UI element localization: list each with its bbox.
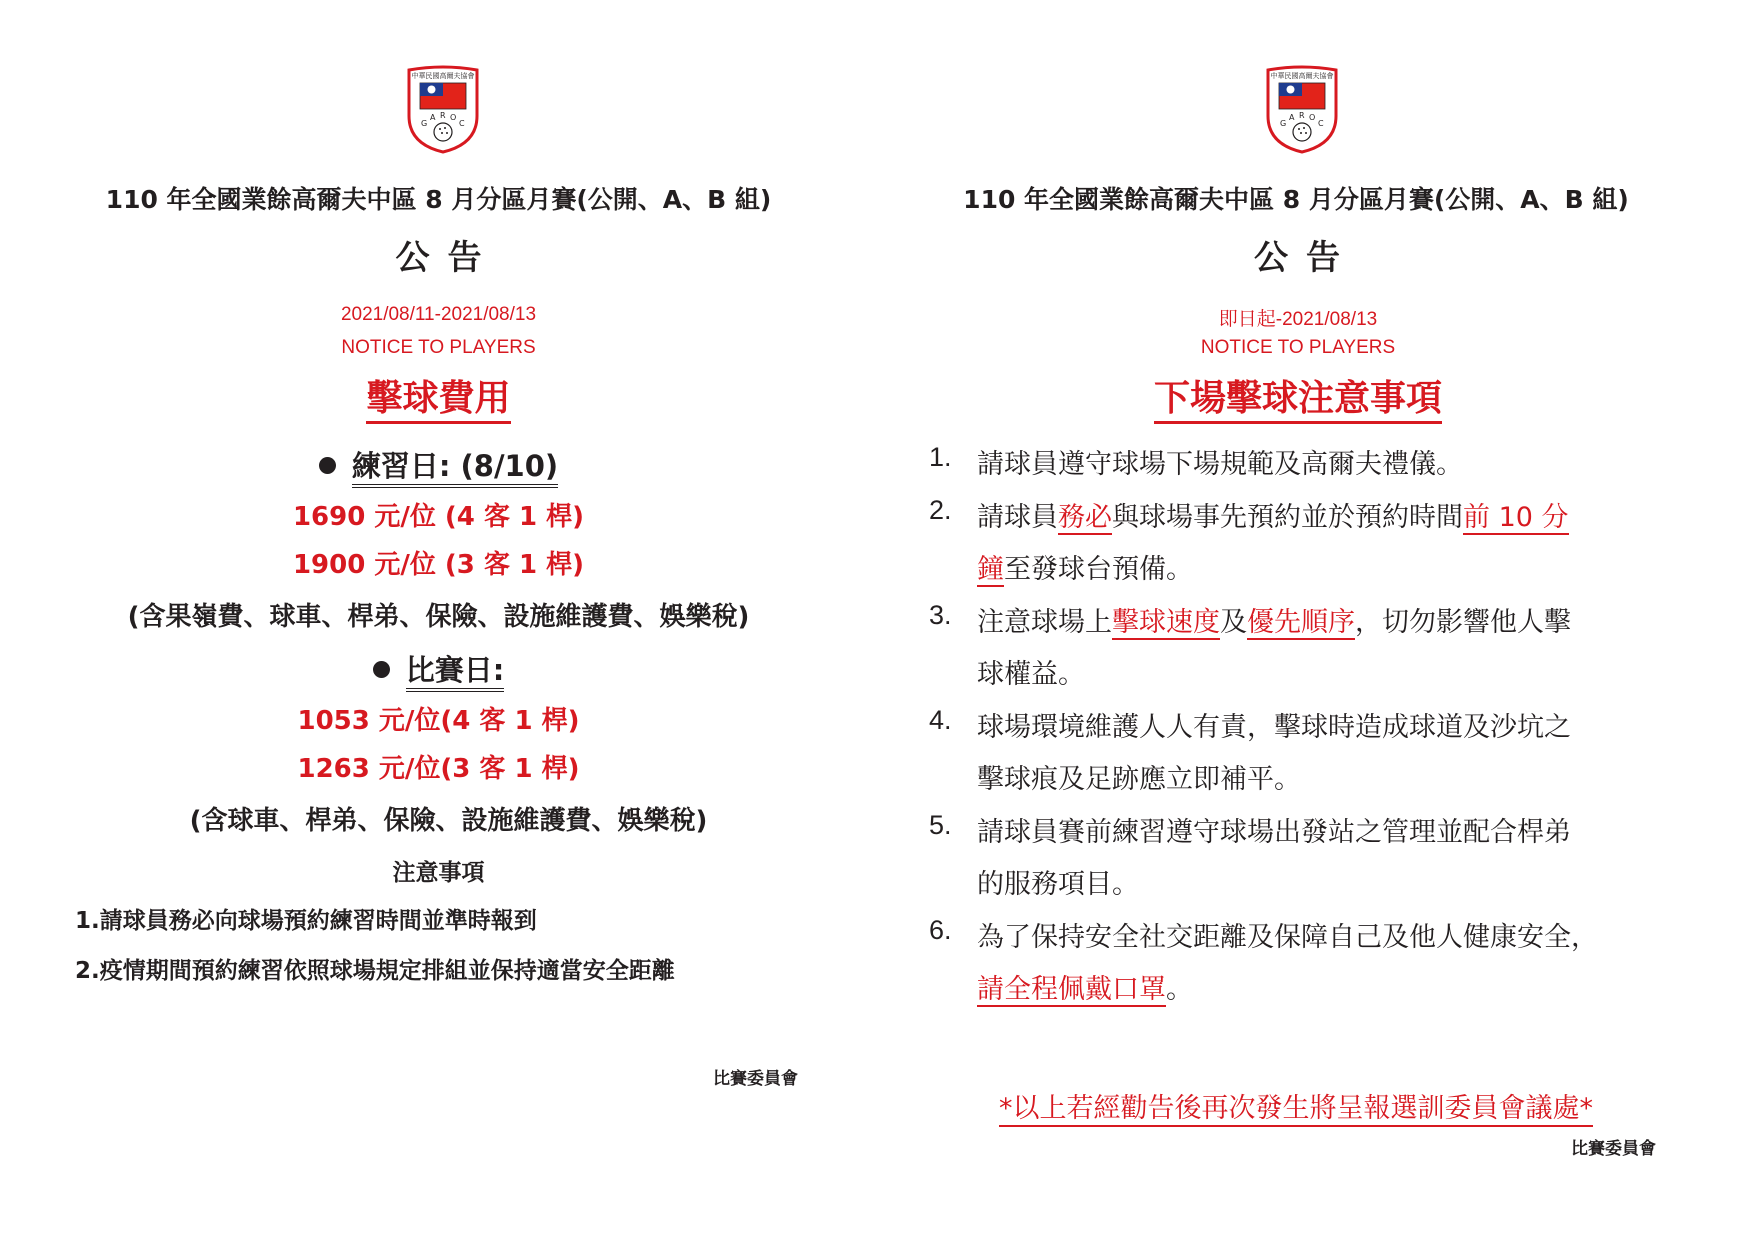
rule-text: 請球員遵守球場下場規範及高爾夫禮儀。 xyxy=(977,449,1463,480)
rule-number: 3. xyxy=(929,600,952,630)
practice-includes: (含果嶺費、球車、桿弟、保險、設施維護費、娛樂稅) xyxy=(127,602,750,632)
rule-text: 的服務項目。 xyxy=(977,869,1139,900)
rule-text: 及 xyxy=(1220,607,1247,638)
rule-text: 與球場事先預約並於預約時間 xyxy=(1112,502,1463,533)
penalty-warning: *以上若經勸告後再次發生將呈報選訓委員會議處* xyxy=(999,1093,1593,1127)
practice-price-4: 1690 元/位 (4 客 1 桿) xyxy=(292,502,585,532)
rule-number: 5. xyxy=(929,810,952,840)
garoc-logo-right xyxy=(1264,64,1340,154)
rule-line xyxy=(977,705,1571,744)
rule-line xyxy=(977,600,1571,639)
svg-text:A: A xyxy=(430,113,436,122)
rule-highlight: 優先順序 xyxy=(1247,607,1355,638)
bullet-icon xyxy=(373,661,390,678)
rule-highlight: 前 10 分 xyxy=(1463,502,1569,533)
svg-text:C: C xyxy=(1318,119,1324,128)
note-item-1: 1.請球員務必向球場預約練習時間並準時報到 xyxy=(75,908,537,934)
rule-line xyxy=(977,652,1085,691)
rule-line xyxy=(977,442,1463,481)
section-heading-rules: 下場擊球注意事項 xyxy=(1154,378,1442,424)
rule-highlight: 務必 xyxy=(1058,502,1112,533)
svg-text:O: O xyxy=(1309,113,1316,122)
rule-number: 6. xyxy=(929,915,952,945)
svg-text:G: G xyxy=(1280,119,1287,128)
match-includes: (含球車、桿弟、保險、設施維護費、娛樂稅) xyxy=(189,806,708,836)
rule-line xyxy=(977,495,1569,534)
rule-highlight: 鐘 xyxy=(977,554,1004,585)
practice-day-heading xyxy=(0,444,877,485)
rule-text: 注意球場上 xyxy=(977,607,1112,638)
garoc-shield-icon xyxy=(1264,64,1340,154)
rule-highlight: 擊球速度 xyxy=(1112,607,1220,638)
rule-text: 請球員賽前練習遵守球場出發站之管理並配合桿弟 xyxy=(977,817,1571,848)
tournament-title: 110 年全國業餘高爾夫中區 8 月分區月賽(公開、A、B 組) xyxy=(105,185,772,214)
rule-number: 4. xyxy=(929,705,952,735)
svg-text:O: O xyxy=(450,113,457,122)
notes-title: 注意事項 xyxy=(392,860,485,886)
svg-text:R: R xyxy=(1299,111,1305,120)
notice-heading: 公告 xyxy=(1254,238,1358,278)
date-range: 2021/08/11-2021/08/13 xyxy=(340,304,537,325)
committee-signature: 比賽委員會 xyxy=(1571,1139,1656,1159)
rule-text: 為了保持安全社交距離及保障自己及他人健康安全， xyxy=(977,922,1598,953)
rule-text: ，切勿影響他人擊 xyxy=(1355,607,1571,638)
svg-text:中華民國高爾夫協會: 中華民國高爾夫協會 xyxy=(1270,72,1334,80)
svg-text:G: G xyxy=(421,119,428,128)
svg-text:C: C xyxy=(459,119,465,128)
rule-line xyxy=(977,967,1193,1006)
svg-text:R: R xyxy=(440,111,446,120)
match-day-label: 比賽日: xyxy=(406,653,505,692)
rule-text: 至發球台預備。 xyxy=(1004,554,1193,585)
svg-text:中華民國高爾夫協會: 中華民國高爾夫協會 xyxy=(411,72,475,80)
garoc-shield-icon xyxy=(405,64,481,154)
notice-heading: 公告 xyxy=(395,238,500,278)
notice-to-players: NOTICE TO PLAYERS xyxy=(1200,337,1396,358)
match-price-4: 1053 元/位(4 客 1 桿) xyxy=(297,706,580,736)
svg-text:A: A xyxy=(1289,113,1295,122)
rule-text: 請球員 xyxy=(977,502,1058,533)
rule-text: 球權益。 xyxy=(977,659,1085,690)
rule-line xyxy=(977,757,1301,796)
note-item-2: 2.疫情期間預約練習依照球場規定排組並保持適當安全距離 xyxy=(75,958,675,984)
rule-line xyxy=(977,915,1598,954)
section-heading-fees: 擊球費用 xyxy=(366,378,510,424)
rule-number: 2. xyxy=(929,495,952,525)
rule-text: 擊球痕及足跡應立即補平。 xyxy=(977,764,1301,795)
rule-text: 球場環境維護人人有責，擊球時造成球道及沙坑之 xyxy=(977,712,1571,743)
practice-price-3: 1900 元/位 (3 客 1 桿) xyxy=(292,550,585,580)
practice-day-label: 練習日: (8/10) xyxy=(352,449,558,488)
date-range: 即日起-2021/08/13 xyxy=(1218,309,1378,330)
rule-text: 。 xyxy=(1166,974,1193,1005)
match-day-heading xyxy=(0,648,877,689)
rule-highlight: 請全程佩戴口罩 xyxy=(977,974,1166,1005)
rule-line xyxy=(977,862,1139,901)
rule-line xyxy=(977,810,1571,849)
rule-line xyxy=(977,547,1193,586)
bullet-icon xyxy=(319,457,336,474)
tournament-title: 110 年全國業餘高爾夫中區 8 月分區月賽(公開、A、B 組) xyxy=(963,185,1629,214)
match-price-3: 1263 元/位(3 客 1 桿) xyxy=(297,754,580,784)
garoc-logo-left xyxy=(405,64,481,154)
right-notice-panel xyxy=(877,0,1755,1241)
notice-to-players: NOTICE TO PLAYERS xyxy=(341,337,536,358)
committee-signature: 比賽委員會 xyxy=(713,1069,798,1089)
left-notice-panel xyxy=(0,0,877,1241)
rule-number: 1. xyxy=(929,442,952,472)
